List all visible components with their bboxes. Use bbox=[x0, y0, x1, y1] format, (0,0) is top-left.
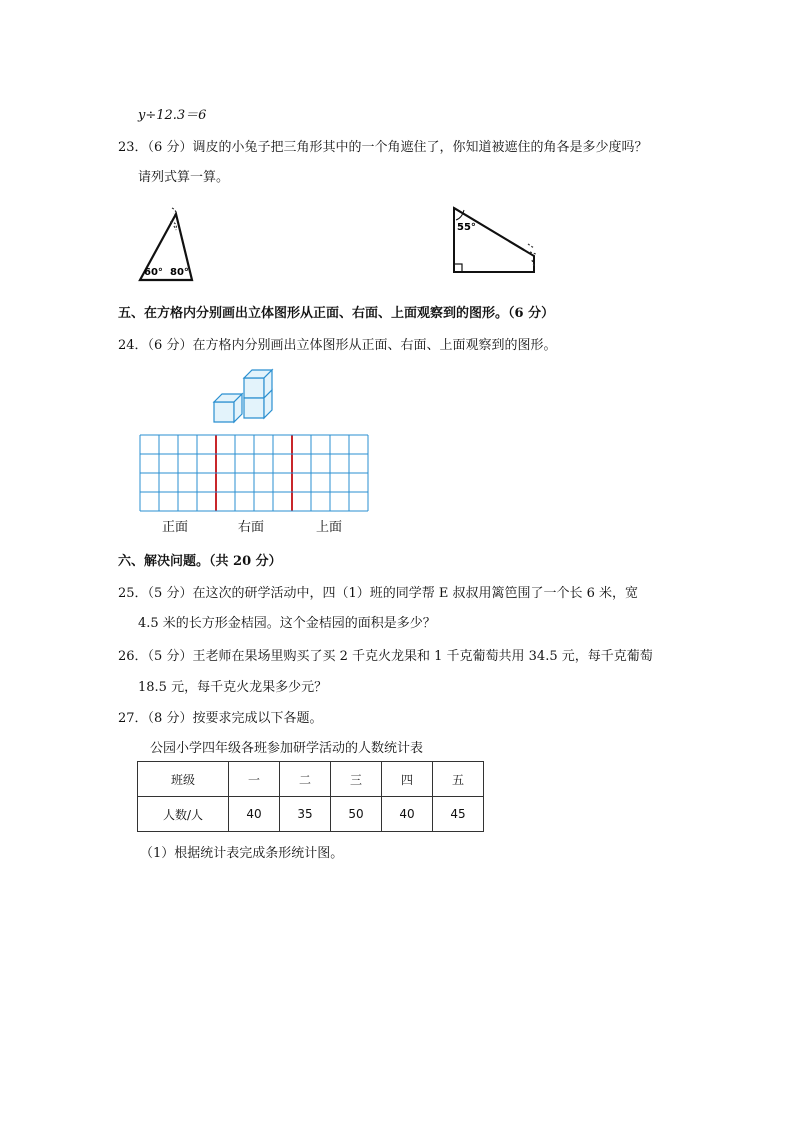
question-23-line1: 23．（6 分）调皮的小兔子把三角形其中的一个角遮住了，你知道被遮住的角各是多少度吗？ bbox=[118, 140, 648, 155]
cube-front-face bbox=[214, 402, 234, 422]
table-row bbox=[138, 762, 484, 797]
table-class-cell: 五 bbox=[433, 762, 484, 797]
question-27-line: 27．（8 分）按要求完成以下各题。 bbox=[118, 711, 323, 726]
view-grid bbox=[139, 434, 369, 512]
angle-label-55: 55° bbox=[457, 222, 476, 233]
question-23-line2: 请列式算一算。 bbox=[138, 170, 230, 185]
angle-label-60: 60° bbox=[144, 267, 163, 278]
table-count-cell: 40 bbox=[229, 797, 280, 832]
table-class-cell: 四 bbox=[382, 762, 433, 797]
label-front: 正面 bbox=[162, 520, 189, 535]
table-header-label: 班级 bbox=[138, 762, 229, 797]
table-count-cell: 35 bbox=[280, 797, 331, 832]
table-class-cell: 一 bbox=[229, 762, 280, 797]
section-5-heading: 五、在方格内分别画出立体图形从正面、右面、上面观察到的图形。（6 分） bbox=[118, 306, 555, 321]
right-triangle-figure bbox=[446, 200, 550, 280]
statistics-table bbox=[137, 761, 484, 832]
grid-lines bbox=[140, 435, 368, 511]
table-row-label: 人数/人 bbox=[138, 797, 229, 832]
table-count-cell: 45 bbox=[433, 797, 484, 832]
question-25-line1: 25．（5 分）在这次的研学活动中，四（1）班的同学帮 E 叔叔用篱笆围了一个长 6 米，宽 bbox=[118, 586, 639, 601]
table-class-cell: 三 bbox=[331, 762, 382, 797]
cube-stack-figure bbox=[212, 366, 276, 424]
equation-line: y÷12.3＝6 bbox=[138, 108, 207, 123]
right-angle-marker bbox=[454, 264, 462, 272]
label-top: 上面 bbox=[316, 520, 343, 535]
label-right: 右面 bbox=[238, 520, 265, 535]
right-triangle-shape bbox=[454, 208, 534, 272]
question-26-line1: 26．（5 分）王老师在果场里购买了买 2 千克火龙果和 1 千克葡萄共用 34.5 元，每千克葡萄 bbox=[118, 649, 653, 664]
table-title: 公园小学四年级各班参加研学活动的人数统计表 bbox=[150, 741, 424, 756]
cube-front-face bbox=[244, 378, 264, 398]
question-24-line: 24．（6 分）在方格内分别画出立体图形从正面、右面、上面观察到的图形。 bbox=[118, 338, 557, 353]
question-25-line2: 4.5 米的长方形金桔园。这个金桔园的面积是多少？ bbox=[138, 616, 436, 631]
table-count-cell: 50 bbox=[331, 797, 382, 832]
angle-label-80: 80° bbox=[170, 267, 189, 278]
section-6-heading: 六、解决问题。（共 20 分） bbox=[118, 554, 282, 569]
question-26-line2: 18.5 元，每千克火龙果多少元？ bbox=[138, 680, 328, 695]
cube-front-face bbox=[244, 398, 264, 418]
table-count-cell: 40 bbox=[382, 797, 433, 832]
table-row bbox=[138, 797, 484, 832]
question-27-sub1: （1）根据统计表完成条形统计图。 bbox=[140, 846, 344, 861]
left-triangle-figure bbox=[136, 204, 200, 284]
table-class-cell: 二 bbox=[280, 762, 331, 797]
